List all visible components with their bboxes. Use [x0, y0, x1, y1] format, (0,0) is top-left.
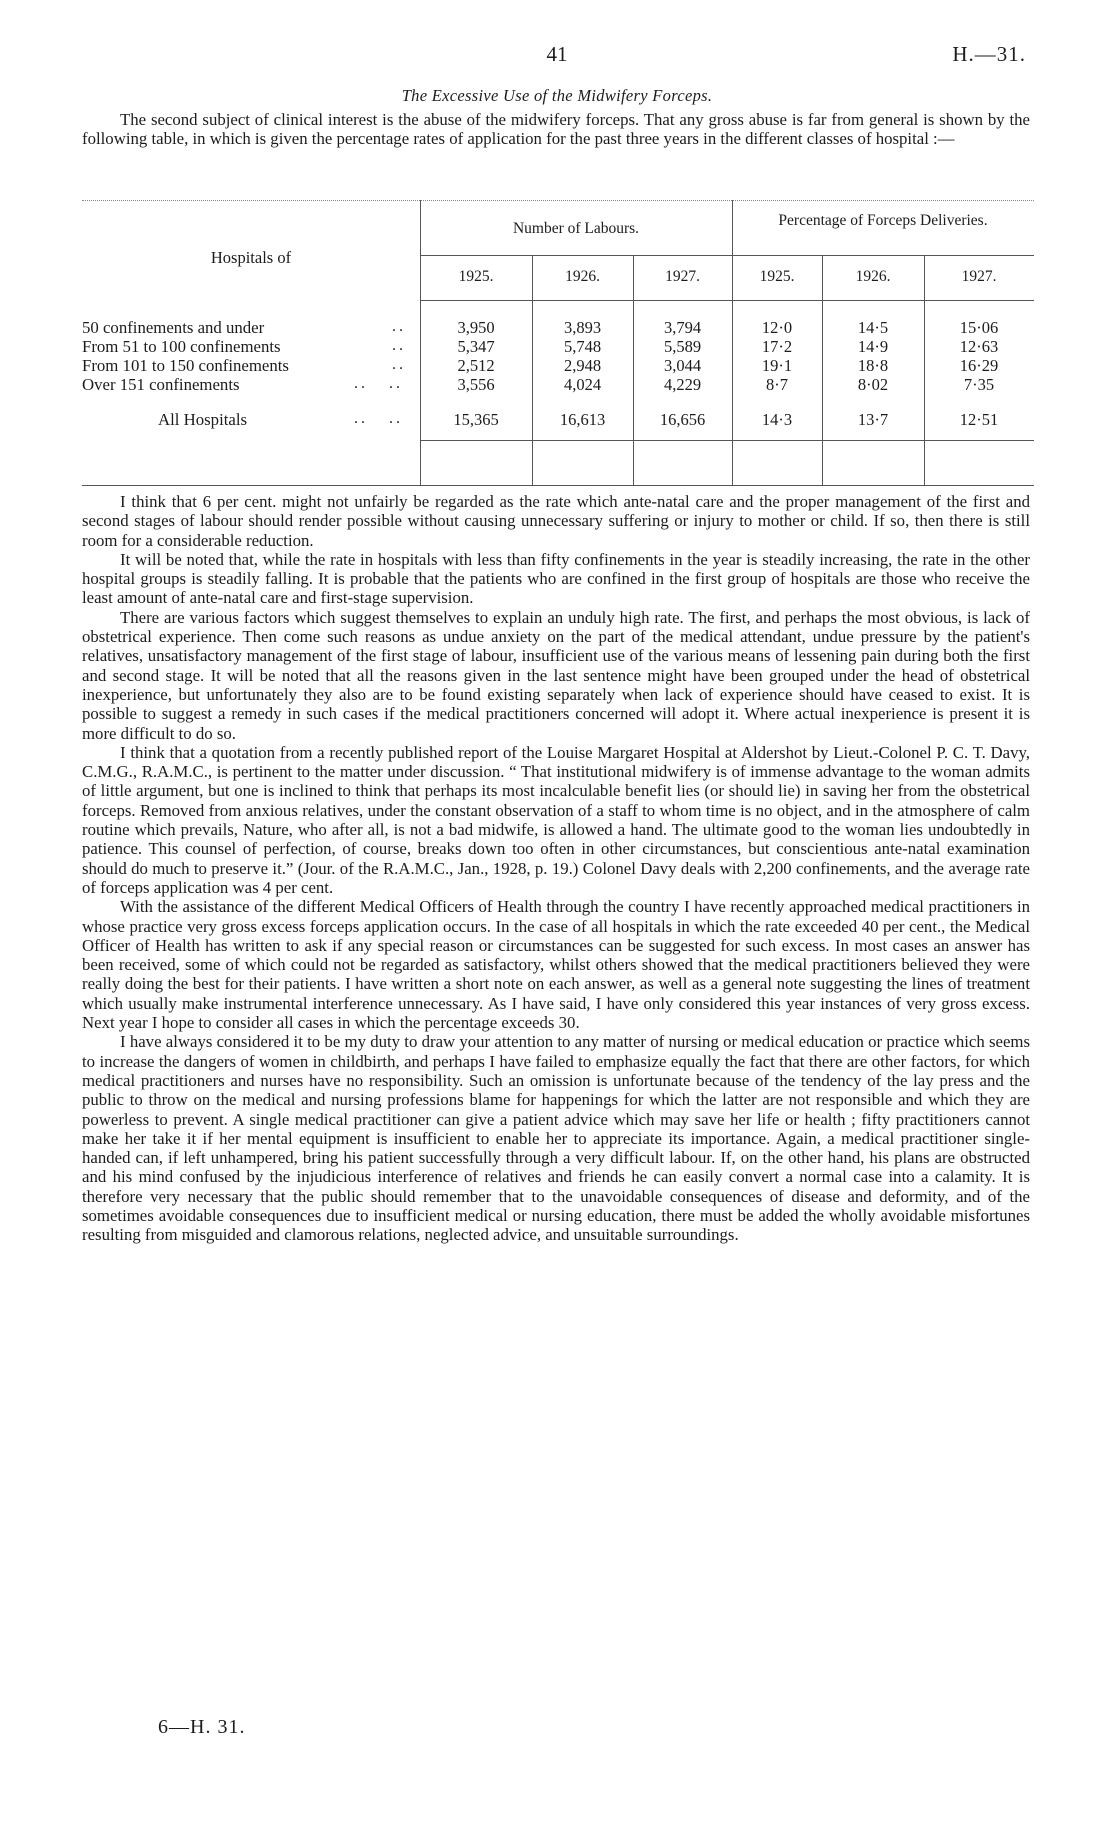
table-cell: 16·29 [959, 356, 999, 375]
table-cell: 3,044 [663, 356, 702, 375]
labours-group-header: Number of Labours. [512, 220, 640, 237]
page-number: 41 [546, 42, 568, 66]
table-cell: 2,512 [457, 356, 495, 375]
table-cell: 12·63 [959, 337, 999, 356]
table-cell: 4,024 [563, 375, 602, 394]
paragraph: I think that 6 per cent. might not unfairly be regarded as the rate which ante-natal care and the proper management of the first and second stages of labour should render possible without causing unnecessary suffering or injury to mother or child. If so, then there is still room for a considerable reduction. [82, 492, 1030, 550]
paragraph: It will be noted that, while the rate in hospitals with less than fifty confinements in the year is steadily increasing, the rate in the other hospital groups is steadily falling. It is probable that the patients who are confined in the first group of hospitals are those who receive the least amount of ante-natal care and first-stage supervision. [82, 549, 1030, 608]
year-header: 1926. [565, 268, 600, 285]
table-cell: 15·06 [959, 318, 999, 337]
row-label: 50 confinements and under [82, 318, 265, 337]
year-header: 1927. [961, 268, 997, 285]
table-cell: 3,893 [563, 318, 602, 337]
row-label: From 101 to 150 confinements [82, 356, 289, 375]
row-header: Hospitals of [210, 248, 292, 267]
leader-dots: .. [392, 318, 406, 335]
table-cell: 14·5 [857, 318, 889, 337]
table-cell: 3,950 [457, 318, 495, 337]
year-header: 1925. [458, 268, 494, 285]
body-text [82, 492, 1030, 1245]
table-cell: 13·7 [857, 410, 889, 429]
row-label: From 51 to 100 confinements [82, 337, 281, 356]
table-cell: 2,948 [563, 356, 602, 375]
paragraph: There are various factors which suggest themselves to explain an unduly high rate. The first, and perhaps the most obvious, is lack of obstetrical experience. Then come such reasons as undue anxiety on the part of the medical attendant, undue pressure by the patient's relatives, unsatisfactory management of the first stage of labour, insufficient use of the various means of lessening pain during both the first and second stage. It will be noted that all the reasons given in the last sentence might have been grouped under the head of obstetrical inexperience, but unfortunately they also are to be found existing separately when lack of experience should have ceased to exist. It is possible to suggest a remedy in such cases if the medical practitioners concerned will adopt it. Where actual inexperience is present it is more difficult to do so. [82, 607, 1030, 743]
document-reference: H.—31. [952, 42, 1026, 66]
paragraph: I have always considered it to be my duty to draw your attention to any matter of nursing or medical education or practice which seems to increase the dangers of women in childbirth, and perhaps I have failed to emphasize equally the fact that there are other factors, for which medical practitioners and nurses have no responsibility. Such an omission is unfortunate because of the tendency of the lay press and the public to throw on the medical and nursing professions blame for happenings for which the latter are not responsible and which they are powerless to prevent. A single medical practitioner can give a patient advice which may save her life or health ; fifty practitioners cannot make her take it if her mental equipment is insufficient to enable her to appreciate its importance. Again, a medical practitioner single-handed can, if left unhampered, bring his patient successfully through a very difficult labour. If, on the other hand, his plans are obstructed and his mind confused by the injudicious interference of relatives and friends he can easily convert a normal case into a calamity. It is therefore very necessary that the public should remember that to the unavoidable consequences of disease and deformity, and of the sometimes avoidable consequences due to insufficient medical or nursing education, there must be added the wholly avoidable misfortunes resulting from misguided and clamorous relations, neglected advice, and unsuitable surroundings. [82, 1032, 1030, 1245]
leader-dots: .. .. [354, 410, 403, 427]
year-header: 1925. [759, 268, 795, 285]
paragraph: I think that a quotation from a recently published report of the Louise Margaret Hospital at Aldershot by Lieut.-Colonel P. C. T. Davy, C.M.G., R.A.M.C., is pertinent to the matter under discussion. “ That institutional midwifery is of immense advantage to the woman admits of little argument, but one is inclined to think that perhaps its most incalculable benefit lies (or should lie) in saving her from the obstetrical forceps. Removed from anxious relatives, under the constant observation of a staff to whom time is no object, and in the atmosphere of calm routine which prevails, Nature, who after all, is not a bad midwife, is allowed a hand. The ultimate good to the woman lies undoubtedly in patience. This counsel of perfection, of course, breaks down too often in other circumstances, but conscientious ante-natal examination should do much to preserve it.” (Jour. of the R.A.M.C., Jan., 1928, p. 19.) Colonel Davy deals with 2,200 confinements, and the average rate of forceps application was 4 per cent. [82, 742, 1030, 897]
group-header-rule [420, 255, 1034, 256]
paragraph: With the assistance of the different Medical Officers of Health through the country I have recently approached medical practitioners in whose practice very gross excess forceps application occurs. In the case of all hospitals in which the rate exceeded 40 per cent., the Medical Officer of Health has written to ask if any special reason or circumstances can be suggested for such excess. In most cases an answer has been received, some of which could not be regarded as satisfactory, whilst others showed that the medical practitioners believed they were really doing the best for their patients. I have written a short note on each answer, as well as a general note suggesting the lines of treatment which usually make instrumental interference unnecessary. As I have said, I have only considered this year instances of very gross excess. Next year I hope to consider all cases in which the percentage exceeds 30. [82, 897, 1030, 1033]
table-cell: 4,229 [663, 375, 702, 394]
table-cell: 5,589 [663, 337, 702, 356]
intro-text: The second subject of clinical interest is the abuse of the midwifery forceps. That any gross abuse is far from general is shown by the following table, in which is given the percentage rates of application for the past three years in the different classes of hospital :— [82, 110, 1030, 149]
leader-dots: .. [392, 337, 406, 354]
percent-group-header: Percentage of Forceps Deliveries. [778, 212, 988, 229]
year-header-rule [420, 300, 1034, 301]
table-cell: 8·7 [766, 375, 788, 394]
table-cell: 3,556 [457, 375, 495, 394]
table-cell: 12·0 [761, 318, 793, 337]
table-cell: 15,365 [453, 410, 499, 429]
year-header: 1927. [665, 268, 700, 285]
forceps-table [82, 200, 1034, 486]
table-cell: 14·9 [857, 337, 889, 356]
table-cell: 18·8 [857, 356, 889, 375]
table-top-rule [82, 200, 1034, 201]
table-cell: 3,794 [663, 318, 702, 337]
total-rule [420, 440, 1034, 441]
leader-dots: .. .. [354, 375, 403, 392]
row-label: Over 151 confinements [82, 375, 240, 394]
table-cell: 12·51 [959, 410, 999, 429]
table-cell: 19·1 [761, 356, 793, 375]
row-label: All Hospitals [158, 410, 248, 429]
leader-dots: .. [392, 356, 406, 373]
table-cell: 7·35 [963, 375, 995, 394]
table-cell: 16,656 [659, 410, 706, 429]
table-bottom-rule [82, 485, 1034, 486]
table-cell: 5,347 [457, 337, 495, 356]
section-title: The Excessive Use of the Midwifery Forceps. [401, 86, 713, 105]
table-cell: 5,748 [563, 337, 602, 356]
table-cell: 14·3 [761, 410, 793, 429]
table-cell: 16,613 [559, 410, 606, 429]
intro-paragraph [82, 110, 1030, 149]
footer-signature: 6—H. 31. [158, 1716, 246, 1738]
year-header: 1926. [855, 268, 891, 285]
table-cell: 17·2 [761, 337, 793, 356]
table-cell: 8·02 [857, 375, 889, 394]
